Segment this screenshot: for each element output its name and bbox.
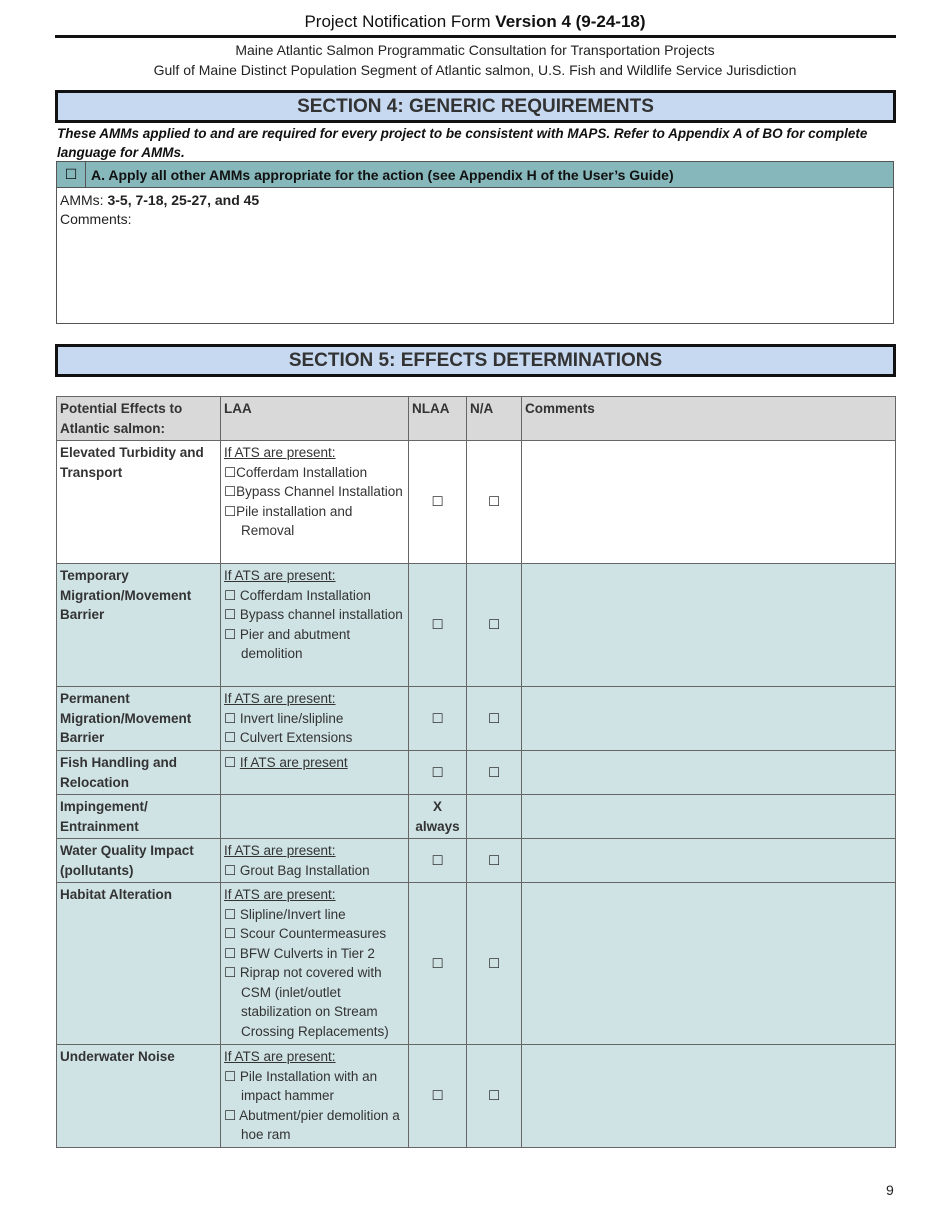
- na-cell: [467, 795, 522, 839]
- laa-header: If ATS are present:: [224, 843, 336, 858]
- na-checkbox[interactable]: ☐: [467, 687, 522, 751]
- na-checkbox[interactable]: ☐: [467, 751, 522, 795]
- section-5-title: SECTION 5: EFFECTS DETERMINATIONS: [55, 344, 896, 377]
- laa-cell: [221, 687, 409, 751]
- item-a-checkbox[interactable]: ☐: [57, 162, 86, 187]
- subtitle-1: Maine Atlantic Salmon Programmatic Consultation for Transportation Projects: [235, 42, 715, 58]
- col-header-na: N/A: [467, 397, 522, 441]
- comments-cell[interactable]: [522, 441, 896, 564]
- generic-requirements-box: [56, 161, 894, 324]
- section-4-title: SECTION 4: GENERIC REQUIREMENTS: [55, 90, 896, 123]
- laa-option[interactable]: ☐ Grout Bag Installation: [224, 862, 370, 878]
- nlaa-note: always: [415, 818, 460, 834]
- item-a-body: [57, 188, 893, 232]
- laa-header: If ATS are present:: [224, 887, 336, 902]
- effects-table: [56, 396, 896, 1148]
- laa-option[interactable]: ☐ Culvert Extensions: [224, 730, 353, 745]
- laa-header: If ATS are present:: [224, 445, 336, 460]
- page-number: 9: [886, 1182, 894, 1198]
- col-header-nlaa: NLAA: [409, 397, 467, 441]
- col-header-comments: Comments: [522, 397, 896, 441]
- comments-cell[interactable]: [522, 1045, 896, 1148]
- laa-header: If ATS are present:: [224, 1049, 336, 1064]
- na-checkbox[interactable]: ☐: [467, 564, 522, 687]
- laa-cell: [221, 883, 409, 1045]
- effect-cell: Impingement/ Entrainment: [57, 795, 221, 839]
- table-header-row: [57, 397, 896, 441]
- laa-option[interactable]: ☐Cofferdam Installation: [224, 464, 368, 480]
- effect-cell: Temporary Migration/Movement Barrier: [57, 564, 221, 687]
- effect-cell: Habitat Alteration: [57, 883, 221, 1045]
- item-a-header: [57, 162, 893, 188]
- na-checkbox[interactable]: ☐: [467, 1045, 522, 1148]
- comments-cell[interactable]: [522, 687, 896, 751]
- laa-option[interactable]: ☐Pile installation and Removal: [224, 503, 353, 538]
- laa-option[interactable]: ☐ Bypass channel installation: [224, 607, 403, 622]
- effect-cell: Water Quality Impact (pollutants): [57, 839, 221, 883]
- page-title: [0, 12, 950, 32]
- nlaa-always-cell: [409, 795, 467, 839]
- laa-option[interactable]: ☐ BFW Culverts in Tier 2: [224, 945, 375, 961]
- comments-cell[interactable]: [522, 883, 896, 1045]
- amms-value: 3-5, 7-18, 25-27, and 45: [107, 192, 260, 208]
- laa-cell: [221, 795, 409, 839]
- effect-cell: Elevated Turbidity and Transport: [57, 441, 221, 564]
- laa-option[interactable]: ☐Bypass Channel Installation: [224, 484, 403, 499]
- comments-label: Comments:: [60, 211, 132, 227]
- laa-cell: [221, 839, 409, 883]
- table-row: [57, 839, 896, 883]
- laa-option[interactable]: ☐ Pier and abutment demolition: [224, 626, 351, 661]
- table-row: [57, 1045, 896, 1148]
- laa-cell[interactable]: [221, 751, 409, 795]
- item-a-label: A. Apply all other AMMs appropriate for the action (see Appendix H of the User’s Guide): [91, 166, 674, 183]
- table-row: [57, 795, 896, 839]
- na-checkbox[interactable]: ☐: [467, 839, 522, 883]
- amms-line: [60, 191, 890, 210]
- amms-label: AMMs:: [60, 192, 108, 208]
- effect-cell: Permanent Migration/Movement Barrier: [57, 687, 221, 751]
- laa-option[interactable]: ☐ Riprap not covered with CSM (inlet/outlet stabilization on Stream Crossing Replacements): [224, 965, 389, 1039]
- subtitle-2: Gulf of Maine Distinct Population Segment of Atlantic salmon, U.S. Fish and Wildlife Service Jurisdiction: [153, 62, 797, 78]
- laa-header: If ATS are present:: [224, 691, 336, 706]
- effect-cell: Fish Handling and Relocation: [57, 751, 221, 795]
- laa-option[interactable]: ☐ Pile Installation with an impact hammer: [224, 1068, 378, 1103]
- nlaa-checkbox[interactable]: ☐: [409, 839, 467, 883]
- comments-cell[interactable]: [522, 564, 896, 687]
- comments-cell[interactable]: [522, 839, 896, 883]
- laa-header: If ATS are present:: [224, 568, 336, 583]
- table-row: [57, 687, 896, 751]
- na-checkbox[interactable]: ☐: [467, 441, 522, 564]
- nlaa-mark: X: [432, 799, 442, 814]
- comments-cell[interactable]: [522, 795, 896, 839]
- laa-option[interactable]: ☐ Invert line/slipline: [224, 710, 344, 726]
- laa-option[interactable]: ☐ Slipline/Invert line: [224, 906, 346, 922]
- header-rule: [55, 35, 896, 38]
- laa-checkbox[interactable]: ☐: [224, 755, 237, 770]
- table-row: [57, 564, 896, 687]
- nlaa-checkbox[interactable]: ☐: [409, 751, 467, 795]
- na-checkbox[interactable]: ☐: [467, 883, 522, 1045]
- title-prefix: Project Notification Form: [304, 12, 491, 31]
- nlaa-checkbox[interactable]: ☐: [409, 883, 467, 1045]
- laa-option[interactable]: ☐ Cofferdam Installation: [224, 587, 371, 603]
- laa-cell: [221, 564, 409, 687]
- section-4-intro: These AMMs applied to and are required for every project to be consistent with MAPS. Refer to Appendix A of BO for complete language for AMMs.: [57, 126, 868, 160]
- nlaa-checkbox[interactable]: ☐: [409, 564, 467, 687]
- laa-cell: [221, 441, 409, 564]
- col-header-laa: LAA: [221, 397, 409, 441]
- col-header-effect: Potential Effects to Atlantic salmon:: [57, 397, 221, 441]
- table-row: [57, 441, 896, 564]
- nlaa-checkbox[interactable]: ☐: [409, 687, 467, 751]
- laa-text: If ATS are present: [239, 755, 348, 770]
- nlaa-checkbox[interactable]: ☐: [409, 441, 467, 564]
- title-version: Version 4 (9-24-18): [495, 12, 646, 31]
- laa-option[interactable]: ☐ Scour Countermeasures: [224, 926, 387, 941]
- nlaa-checkbox[interactable]: ☐: [409, 1045, 467, 1148]
- table-row: [57, 751, 896, 795]
- effect-cell: Underwater Noise: [57, 1045, 221, 1148]
- laa-cell: [221, 1045, 409, 1148]
- table-row: [57, 883, 896, 1045]
- laa-option[interactable]: ☐ Abutment/pier demolition a hoe ram: [224, 1107, 400, 1142]
- comments-cell[interactable]: [522, 751, 896, 795]
